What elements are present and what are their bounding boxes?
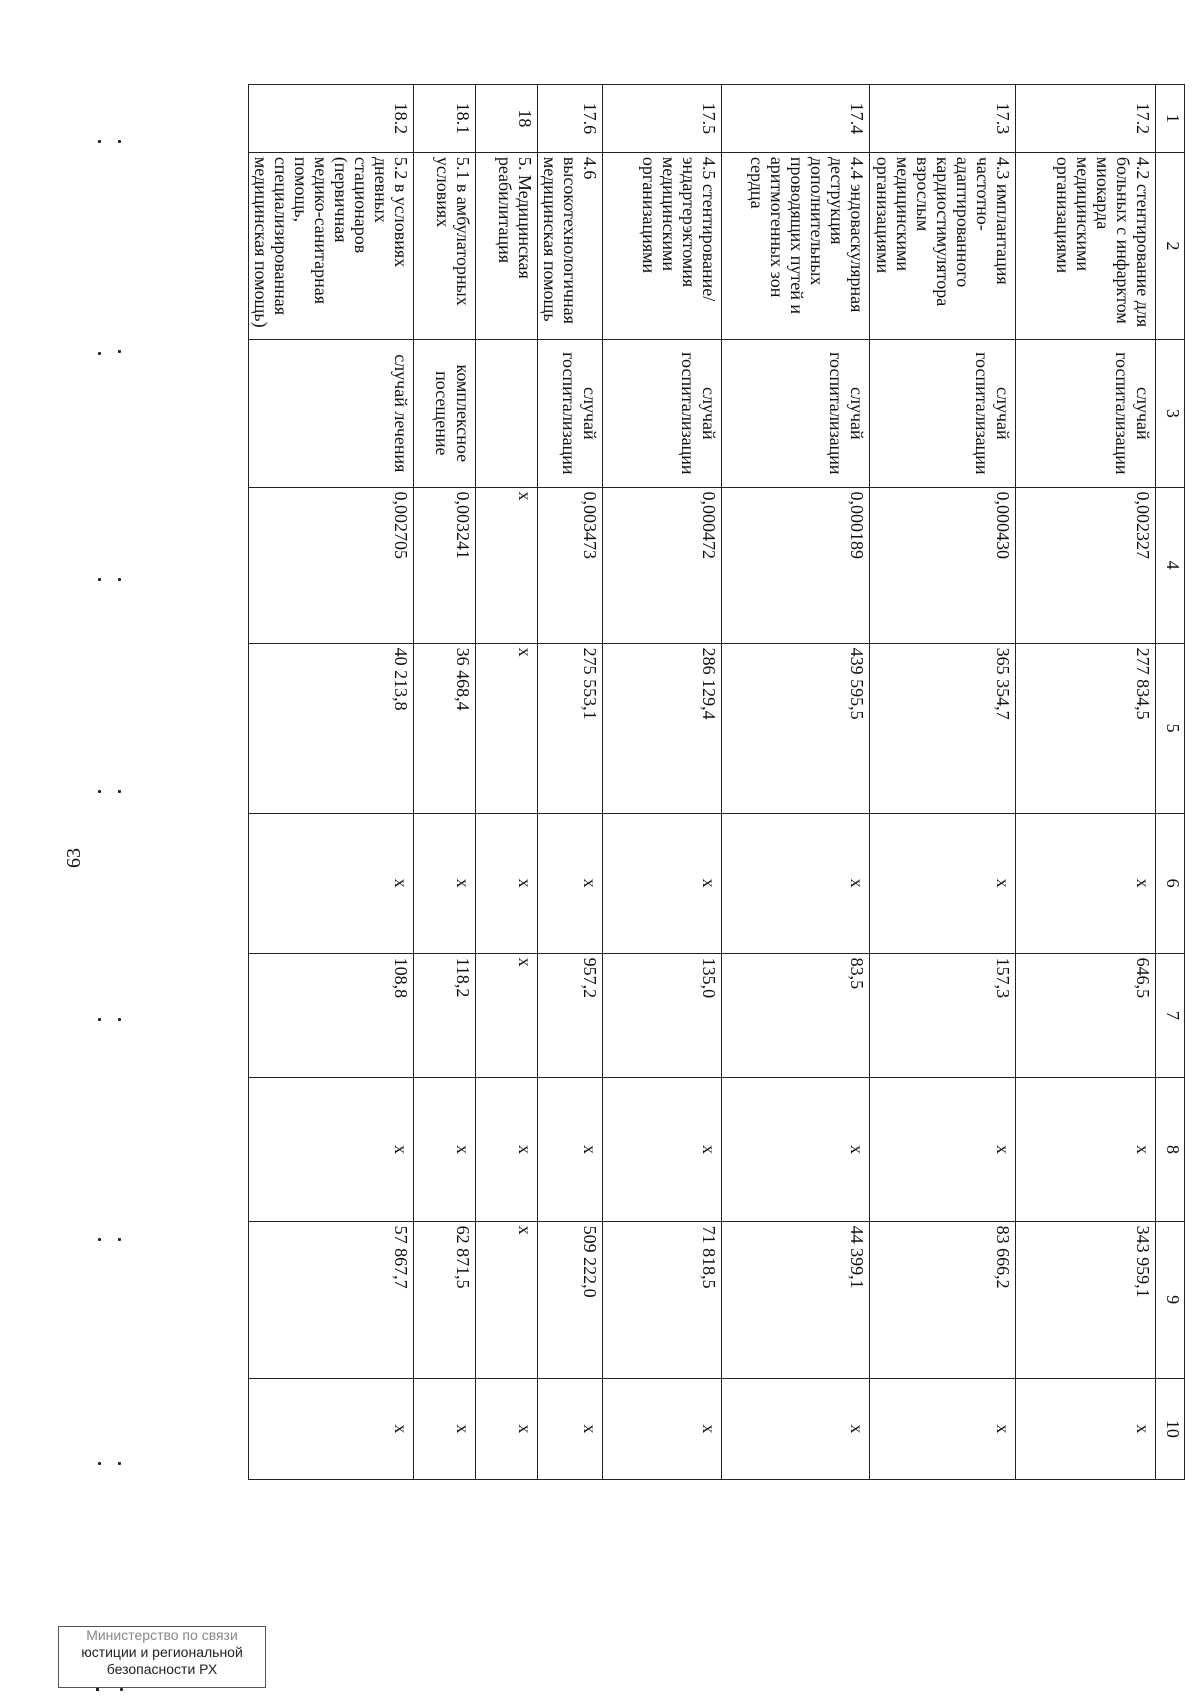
page-number: 63 — [63, 848, 85, 868]
table-row — [414, 85, 476, 1480]
table-cell: x — [249, 1378, 414, 1479]
table-cell: x — [476, 1378, 538, 1479]
unit-of-measure: случай госпитализации — [722, 340, 870, 487]
table-cell: 0,000472 — [603, 487, 722, 643]
column-header: 8 — [1156, 1078, 1185, 1221]
table-cell: x — [476, 1078, 538, 1221]
row-number: 17.5 — [603, 85, 722, 153]
table-cell: x — [249, 1078, 414, 1221]
table-cell: x — [538, 1378, 603, 1479]
row-description: 5. Медицинская реабилитация — [476, 152, 538, 339]
row-number: 17.2 — [1016, 85, 1156, 153]
scan-mark — [118, 790, 121, 793]
table-row — [603, 85, 722, 1480]
scan-mark — [98, 1462, 101, 1465]
scan-mark — [118, 350, 121, 353]
column-header: 9 — [1156, 1221, 1185, 1378]
table-cell: x — [538, 1078, 603, 1221]
row-description: 4.2 стентирование для больных с инфарктом миокарда медицинскими организациями — [1016, 152, 1156, 339]
table-cell: x — [603, 1378, 722, 1479]
row-number: 18.1 — [414, 85, 476, 153]
table-cell: 157,3 — [870, 953, 1016, 1078]
scan-mark — [98, 790, 101, 793]
column-header: 5 — [1156, 643, 1185, 813]
table-cell: 0,003473 — [538, 487, 603, 643]
column-header: 2 — [1156, 152, 1185, 339]
table-cell: x — [1016, 1378, 1156, 1479]
scan-mark — [98, 578, 101, 581]
row-description: 4.5 стентирование/ эндартерэктомия медицинскими организациями — [603, 152, 722, 339]
table-cell: 118,2 — [414, 953, 476, 1078]
row-description: 5.1 в амбулаторных условиях — [414, 152, 476, 339]
column-header: 3 — [1156, 340, 1185, 487]
table-cell: 135,0 — [603, 953, 722, 1078]
table-cell: 108,8 — [249, 953, 414, 1078]
scan-mark — [98, 1018, 101, 1021]
header-row — [1156, 85, 1185, 1480]
table-cell: x — [870, 1378, 1016, 1479]
column-header: 4 — [1156, 487, 1185, 643]
table-cell: x — [603, 813, 722, 953]
table-row — [1016, 85, 1156, 1480]
table-cell: x — [249, 813, 414, 953]
row-description: 4.3 имплантация частотно- адаптированного кардиостимулятора взрослым медицинскими организациями — [870, 152, 1016, 339]
row-number: 17.6 — [538, 85, 603, 153]
table-cell: 62 871,5 — [414, 1221, 476, 1378]
table-cell: 83 666,2 — [870, 1221, 1016, 1378]
row-description: 4.6 высокотехнологичная медицинская помощь — [538, 152, 603, 339]
tariff-table — [248, 84, 1185, 1480]
table-cell: x — [476, 487, 538, 643]
column-header: 1 — [1156, 85, 1185, 153]
table-cell: 275 553,1 — [538, 643, 603, 813]
table-row — [249, 85, 414, 1480]
stamp-line: Министерство по связи — [86, 1627, 238, 1643]
ministry-stamp — [58, 1626, 266, 1688]
table-cell: x — [1016, 813, 1156, 953]
table-cell: x — [722, 813, 870, 953]
unit-of-measure: случай госпитализации — [603, 340, 722, 487]
stamp-line: безопасности РХ — [106, 1661, 218, 1677]
tariff-table-rotated — [251, 84, 1185, 1480]
table-cell: 365 354,7 — [870, 643, 1016, 813]
unit-of-measure: комплексное посещение — [414, 340, 476, 487]
table-cell: x — [538, 813, 603, 953]
row-number: 17.4 — [722, 85, 870, 153]
column-header: 6 — [1156, 813, 1185, 953]
scan-mark — [120, 1688, 123, 1691]
unit-of-measure — [476, 340, 538, 487]
table-cell: 71 818,5 — [603, 1221, 722, 1378]
scan-mark — [118, 1018, 121, 1021]
table-cell: x — [476, 643, 538, 813]
table-cell: 957,2 — [538, 953, 603, 1078]
table-cell: 57 867,7 — [249, 1221, 414, 1378]
stamp-line: юстиции и региональной — [81, 1644, 243, 1660]
table-cell: x — [722, 1078, 870, 1221]
row-description: 5.2 в условиях дневных стационаров (первичная медико-санитарная помощь, специализированная медицинская помощь) — [249, 152, 414, 339]
scan-mark — [98, 1238, 101, 1241]
table-cell: x — [414, 1078, 476, 1221]
table-cell: 509 222,0 — [538, 1221, 603, 1378]
table-cell: 0,002327 — [1016, 487, 1156, 643]
unit-of-measure: случай госпитализации — [870, 340, 1016, 487]
scan-mark — [118, 578, 121, 581]
table-cell: 0,003241 — [414, 487, 476, 643]
row-number: 17.3 — [870, 85, 1016, 153]
scan-mark — [118, 1238, 121, 1241]
table-cell: x — [722, 1378, 870, 1479]
table-cell: x — [476, 1221, 538, 1378]
table-cell: x — [476, 953, 538, 1078]
table-cell: 646,5 — [1016, 953, 1156, 1078]
table-cell: x — [414, 1378, 476, 1479]
column-header: 10 — [1156, 1378, 1185, 1479]
table-row — [722, 85, 870, 1480]
table-cell: x — [870, 1078, 1016, 1221]
scan-mark — [98, 352, 101, 355]
scan-mark — [98, 140, 101, 143]
table-cell: x — [1016, 1078, 1156, 1221]
table-row — [476, 85, 538, 1480]
unit-of-measure: случай госпитализации — [538, 340, 603, 487]
table-cell: 343 959,1 — [1016, 1221, 1156, 1378]
table-row — [870, 85, 1016, 1480]
row-description: 4.4 эндоваскулярная деструкция дополнительных проводящих путей и аритмогенных зон сердца — [722, 152, 870, 339]
scan-mark — [118, 140, 121, 143]
table-cell: 83,5 — [722, 953, 870, 1078]
row-number: 18.2 — [249, 85, 414, 153]
table-cell: 277 834,5 — [1016, 643, 1156, 813]
table-cell: x — [870, 813, 1016, 953]
table-cell: 36 468,4 — [414, 643, 476, 813]
table-cell: x — [414, 813, 476, 953]
table-cell: 40 213,8 — [249, 643, 414, 813]
table-cell: 44 399,1 — [722, 1221, 870, 1378]
table-cell: x — [603, 1078, 722, 1221]
scan-mark — [118, 1462, 121, 1465]
table-cell: 0,002705 — [249, 487, 414, 643]
unit-of-measure: случай госпитализации — [1016, 340, 1156, 487]
table-cell: 0,000430 — [870, 487, 1016, 643]
column-header: 7 — [1156, 953, 1185, 1078]
unit-of-measure: случай лечения — [249, 340, 414, 487]
row-number: 18 — [476, 85, 538, 153]
table-cell: x — [476, 813, 538, 953]
table-cell: 286 129,4 — [603, 643, 722, 813]
table-cell: 0,000189 — [722, 487, 870, 643]
table-cell: 439 595,5 — [722, 643, 870, 813]
table-row — [538, 85, 603, 1480]
